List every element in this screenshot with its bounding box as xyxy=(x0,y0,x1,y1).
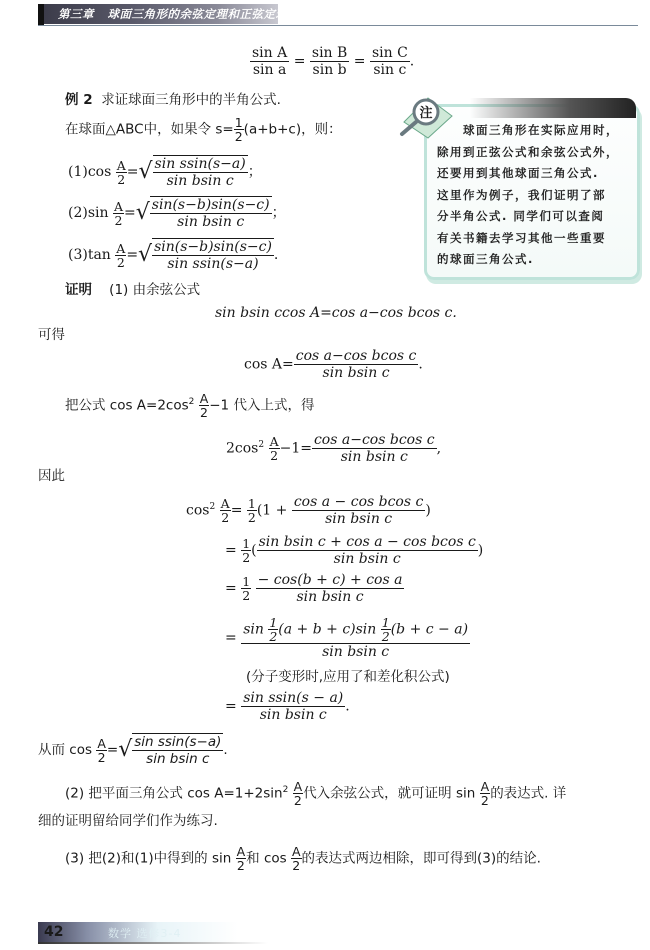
cosA-formula: cos A= $\frac{\text{cos a−cos bcos c}}{\text{sin bsin c}}$ . xyxy=(244,348,423,381)
sum-to-product-remark: (分子变形时,应用了和差化积公式) xyxy=(246,669,450,685)
half-angle-formula-1: (1)cos $\frac{A}{2}$ =√ $\frac{\text{sin ssin(s−a)}}{\text{sin bsin c}}$ ； xyxy=(68,156,262,189)
chapter-number: 第三章 xyxy=(58,7,94,21)
half-angle-formula-3: (3)tan $\frac{A}{2}$ =√ $\frac{\sin(s-b)\sin(s-c)}{\text{sin ssin(s−a)}}$ . xyxy=(68,239,279,272)
proof-label: 证明 xyxy=(65,282,92,298)
header-rule xyxy=(38,25,638,26)
part-2-text: (2) 把平面三角公式 $\cos A=1+2\sin^2$ $\frac{A}{2}$ 代入余弦公式，就可证明 sin $\frac{A}{2}$ 的表达式. 详 xyxy=(65,779,567,808)
derivation-line-3: = $\frac{1}{2}$ $\frac{\text{− cos(b + c) + cos a}}{\text{sin bsin c}}$ xyxy=(225,572,403,605)
example-label: 例 2 xyxy=(65,92,93,108)
chapter-header-title xyxy=(58,6,288,22)
example-title: 例 2 求证球面三角形中的半角公式. xyxy=(65,92,281,108)
note-box-top-shade xyxy=(470,98,636,118)
substitution-text: 把公式 $\cos A=2\cos^2$ $\frac{A}{2}$ −1 代入上式，得 xyxy=(65,391,315,420)
sine-law-formula: $\frac{\text{sin A}}{\text{sin a}}$ = $\frac{\text{sin B}}{\text{sin b}}$ = $\frac{\text{sin C}}{\text{sin c}}$ . xyxy=(252,45,415,78)
part-2-text-line-2: 细的证明留给同学们作为练习. xyxy=(38,813,218,829)
derivation-line-1: $\cos^2$ $\frac{A}{2}$ = $\frac{1}{2}$ (1 + $\frac{\text{cos a − cos bcos c}}{\text{sin bsin c}}$ ) xyxy=(186,494,431,527)
svg-text:注: 注 xyxy=(419,106,433,121)
conclusion-formula: 从而 cos $\frac{A}{2}$ =√ $\frac{\text{sin ssin(s−a)}}{\text{sin bsin c}}$ . xyxy=(38,734,228,767)
half-angle-formula-2: (2)sin $\frac{A}{2}$ =√ $\frac{\sin(s-b)\sin(s-c)}{\text{sin bsin c}}$ ； xyxy=(68,197,286,230)
obtain-text: 可得 xyxy=(38,327,65,343)
note-text: 球面三角形在实际应用时， 除用到正弦公式和余弦公式外， 还要用到其他球面三角公式. 这里作为例子，我们证明了部 分半角公式. 同学们可以查阅 有关书籍去学习其他一些重要 的球面三角公式. xyxy=(437,123,619,266)
chapter-title: 球面三角形的余弦定理和正弦定理 xyxy=(107,7,288,21)
example-intro: 在球面△ABC中，如果令 s= $\frac{1}{2}$ (a+b+c)，则： xyxy=(65,115,342,144)
part-3-text: (3) 把(2)和(1)中得到的 sin $\frac{A}{2}$ 和 cos $\frac{A}{2}$ 的表达式两边相除，即可得到(3)的结论. xyxy=(65,844,541,873)
derivation-line-2: = $\frac{1}{2}$ ( $\frac{\text{sin bsin c + cos a − cos bcos c}}{\text{sin bsin c}}$ ) xyxy=(225,534,484,567)
proof-step-1: 证明 (1) 由余弦公式 xyxy=(65,282,201,298)
eq2-formula: $2\cos^2$ $\frac{A}{2}$ −1= $\frac{\text{cos a−cos bcos c}}{\text{sin bsin c}}$ , xyxy=(226,432,442,465)
cosine-law: sin bsin ccos A=cos a−cos bcos c. xyxy=(215,305,457,321)
header-mark xyxy=(38,4,44,26)
page-number: 42 xyxy=(44,924,64,940)
footer-faint-text: 数学 选修3-4 xyxy=(108,927,182,940)
therefore-text: 因此 xyxy=(38,468,65,484)
footer-rule xyxy=(38,942,268,944)
derivation-line-4: = sin $\frac{1}{2}$ (a + b + c)sin $\frac{1}{2}$ (b + c − a) sin bsin c xyxy=(225,615,469,660)
derivation-line-5: = $\frac{\text{sin ssin(s − a)}}{\text{sin bsin c}}$ . xyxy=(225,690,350,723)
